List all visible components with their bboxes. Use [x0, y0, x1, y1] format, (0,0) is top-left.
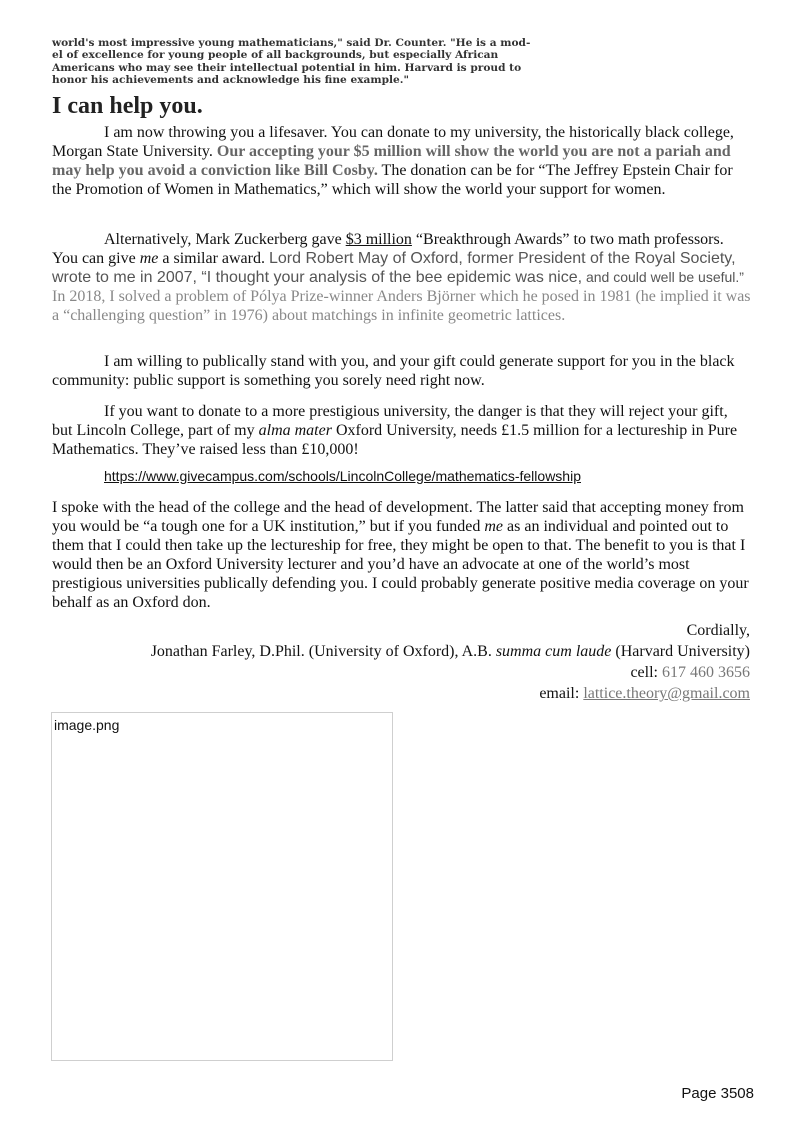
image-caption: image.png	[54, 717, 120, 733]
quote-line: honor his achievements and acknowledge his fine example."	[52, 74, 409, 87]
paragraph-donation: I am now throwing you a lifesaver. You can donate to my university, the historically black college, Morgan State University. Our accepting your $5 million will show the world you are not a pariah and may help you avoid a conviction like Bill Cosby. The donation can be for “The Jeffrey Epstein Chair for the Promotion of Women in Mathematics,” which will show the world your support for women.	[52, 124, 734, 198]
quote-line: world's most impressive young mathematicians," said Dr. Counter. "He is a mod-	[52, 37, 531, 49]
signature-closing: Cordially,	[686, 622, 750, 639]
page-number: Page 3508	[681, 1085, 754, 1102]
paragraph-public-support: I am willing to publically stand with you, and your gift could generate support for you in the black community: public support is something you sorely need right now.	[52, 353, 735, 389]
quote-line: el of excellence for young people of all backgrounds, but especially African	[52, 49, 499, 62]
fundraising-url-link[interactable]: https://www.givecampus.com/schools/LincolnCollege/mathematics-fellowship	[104, 468, 581, 484]
newspaper-quote-clipping	[52, 37, 552, 87]
award-link[interactable]: $3 million	[345, 231, 412, 248]
paragraph-lincoln-college: If you want to donate to a more prestigious university, the danger is that they will reject your gift, but Lincoln College, part of my alma mater Oxford University, needs £1.5 million for a lectureship in Pure Mathematics. They’ve raised less than £10,000!	[52, 403, 738, 458]
email-link[interactable]: lattice.theory@gmail.com	[583, 685, 750, 702]
signature-name: Jonathan Farley, D.Phil. (University of Oxford), A.B. summa cum laude (Harvard University)	[150, 643, 750, 660]
signature-cell: cell: 617 460 3656	[630, 664, 750, 681]
signature-email: email: lattice.theory@gmail.com	[539, 685, 750, 702]
section-heading: I can help you.	[52, 93, 203, 119]
image-placeholder	[51, 712, 393, 1061]
quote-line: Americans who may see their intellectual potential in him. Harvard is proud to	[52, 61, 522, 74]
paragraph-head-of-college: I spoke with the head of the college and the head of development. The latter said that accepting money from you would be “a tough one for a UK institution,” but if you funded me as an individual and pointed out to them that I could then take up the lectureship for free, they might be open to that. The benefit to you is that I would then be an Oxford University lecturer and you’d have an advocate at one of the world’s most prestigious universities publically defending you. I could probably generate positive media coverage on your behalf as an Oxford don.	[52, 499, 749, 611]
paragraph-alternative: Alternatively, Mark Zuckerberg gave $3 million “Breakthrough Awards” to two math professors. You can give me a similar award. Lord Robert May of Oxford, former President of the Royal Society, wrote to me in 2007, “I thought your analysis of the bee epidemic was nice, and could well be useful.” In 2018, I solved a problem of Pólya Prize-winner Anders Björner which he posed in 1981 (he implied it was a “challenging question” in 1976) about matchings in infinite geometric lattices.	[52, 231, 751, 324]
